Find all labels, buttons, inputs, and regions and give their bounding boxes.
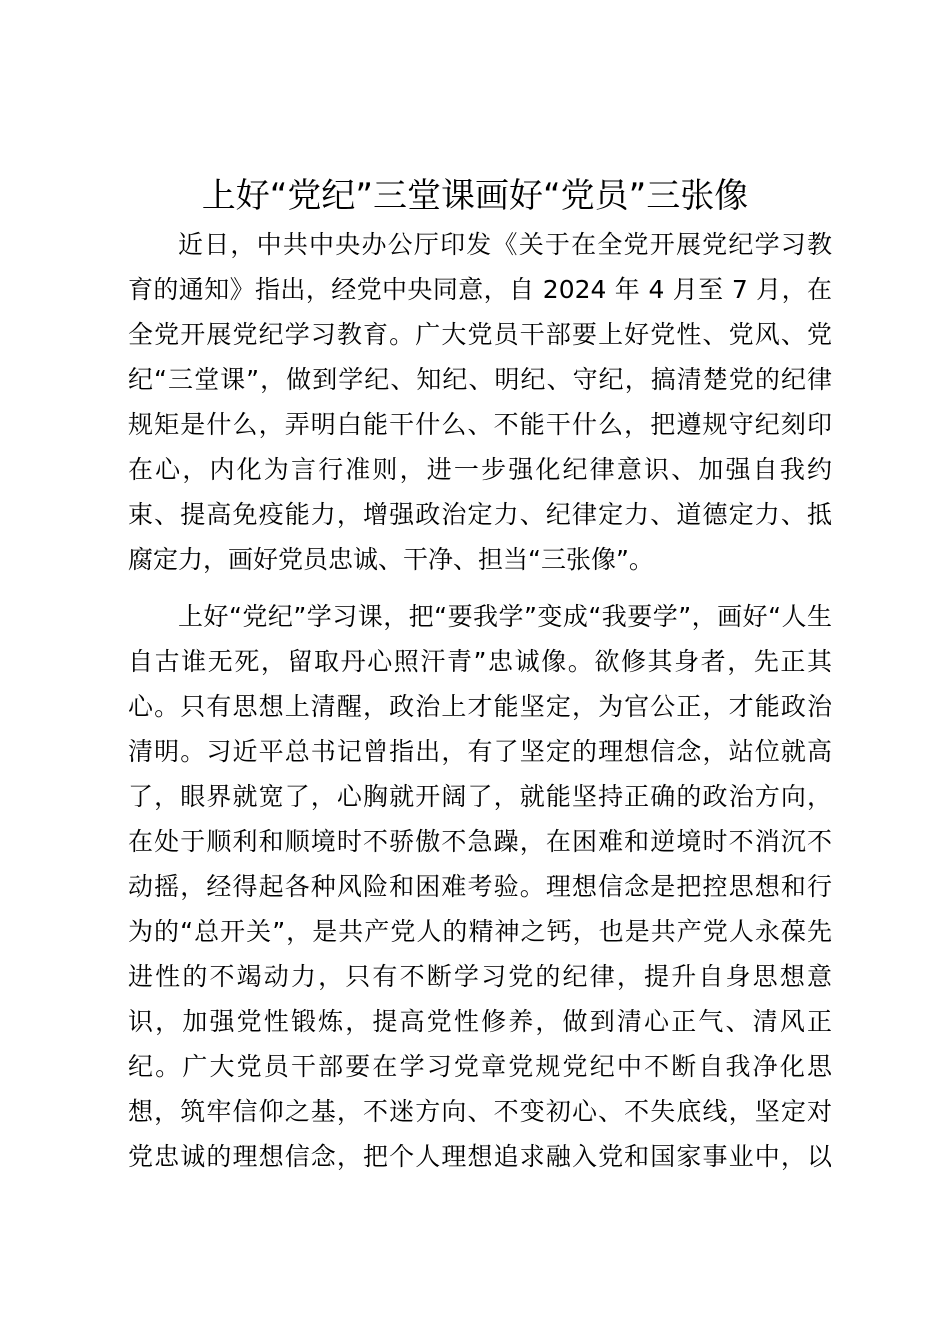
paragraph-line: 进性的不竭动力，只有不断学习党的纪律，提升自身思想意 [128, 962, 832, 991]
paragraph-line: 心。只有思想上清醒，政治上才能坚定，为官公正，才能政治 [128, 692, 832, 721]
paragraph-line: 了，眼界就宽了，心胸就开阔了，就能坚持正确的政治方向， [128, 782, 832, 811]
paragraph-line: 自古谁无死，留取丹心照汗青”忠诚像。欲修其身者，先正其 [128, 647, 832, 676]
document-body [128, 222, 832, 1179]
document-title: 上好“党纪”三堂课画好“党员”三张像 [201, 176, 749, 216]
paragraph-line: 为的“总开关”，是共产党人的精神之钙，也是共产党人永葆先 [128, 917, 832, 946]
paragraph-line: 动摇，经得起各种风险和困难考验。理想信念是把控思想和行 [128, 872, 832, 901]
paragraph-line: 党忠诚的理想信念，把个人理想追求融入党和国家事业中，以 [128, 1142, 832, 1171]
paragraph-line: 在处于顺利和顺境时不骄傲不急躁，在困难和逆境时不消沉不 [128, 827, 832, 856]
paragraph-1 [128, 222, 832, 582]
paragraph-2 [128, 594, 832, 1179]
paragraph-line: 规矩是什么，弄明白能干什么、不能干什么，把遵规守纪刻印 [128, 410, 832, 439]
paragraph-line: 纪。广大党员干部要在学习党章党规党纪中不断自我净化思 [128, 1052, 832, 1081]
paragraph-line: 腐定力，画好党员忠诚、干净、担当“三张像”。 [128, 545, 654, 574]
paragraph-line: 清明。习近平总书记曾指出，有了坚定的理想信念，站位就高 [128, 737, 832, 766]
paragraph-line: 纪“三堂课”，做到学纪、知纪、明纪、守纪，搞清楚党的纪律 [128, 365, 832, 394]
paragraph-line: 想，筑牢信仰之基，不迷方向、不变初心、不失底线，坚定对 [128, 1097, 832, 1126]
paragraph-line: 育的通知》指出，经党中央同意，自 2024 年 4 月至 7 月，在 [128, 275, 832, 304]
paragraph-line: 上好“党纪”学习课，把“要我学”变成“我要学”，画好“人生 [178, 602, 832, 631]
paragraph-line: 束、提高免疫能力，增强政治定力、纪律定力、道德定力、抵 [128, 500, 832, 529]
paragraph-line: 近日，中共中央办公厅印发《关于在全党开展党纪学习教 [178, 230, 832, 259]
paragraph-line: 全党开展党纪学习教育。广大党员干部要上好党性、党风、党 [128, 320, 832, 349]
paragraph-line: 在心，内化为言行准则，进一步强化纪律意识、加强自我约 [128, 455, 832, 484]
paragraph-line: 识，加强党性锻炼，提高党性修养，做到清心正气、清风正 [128, 1007, 832, 1036]
paragraph-gap [128, 582, 832, 594]
